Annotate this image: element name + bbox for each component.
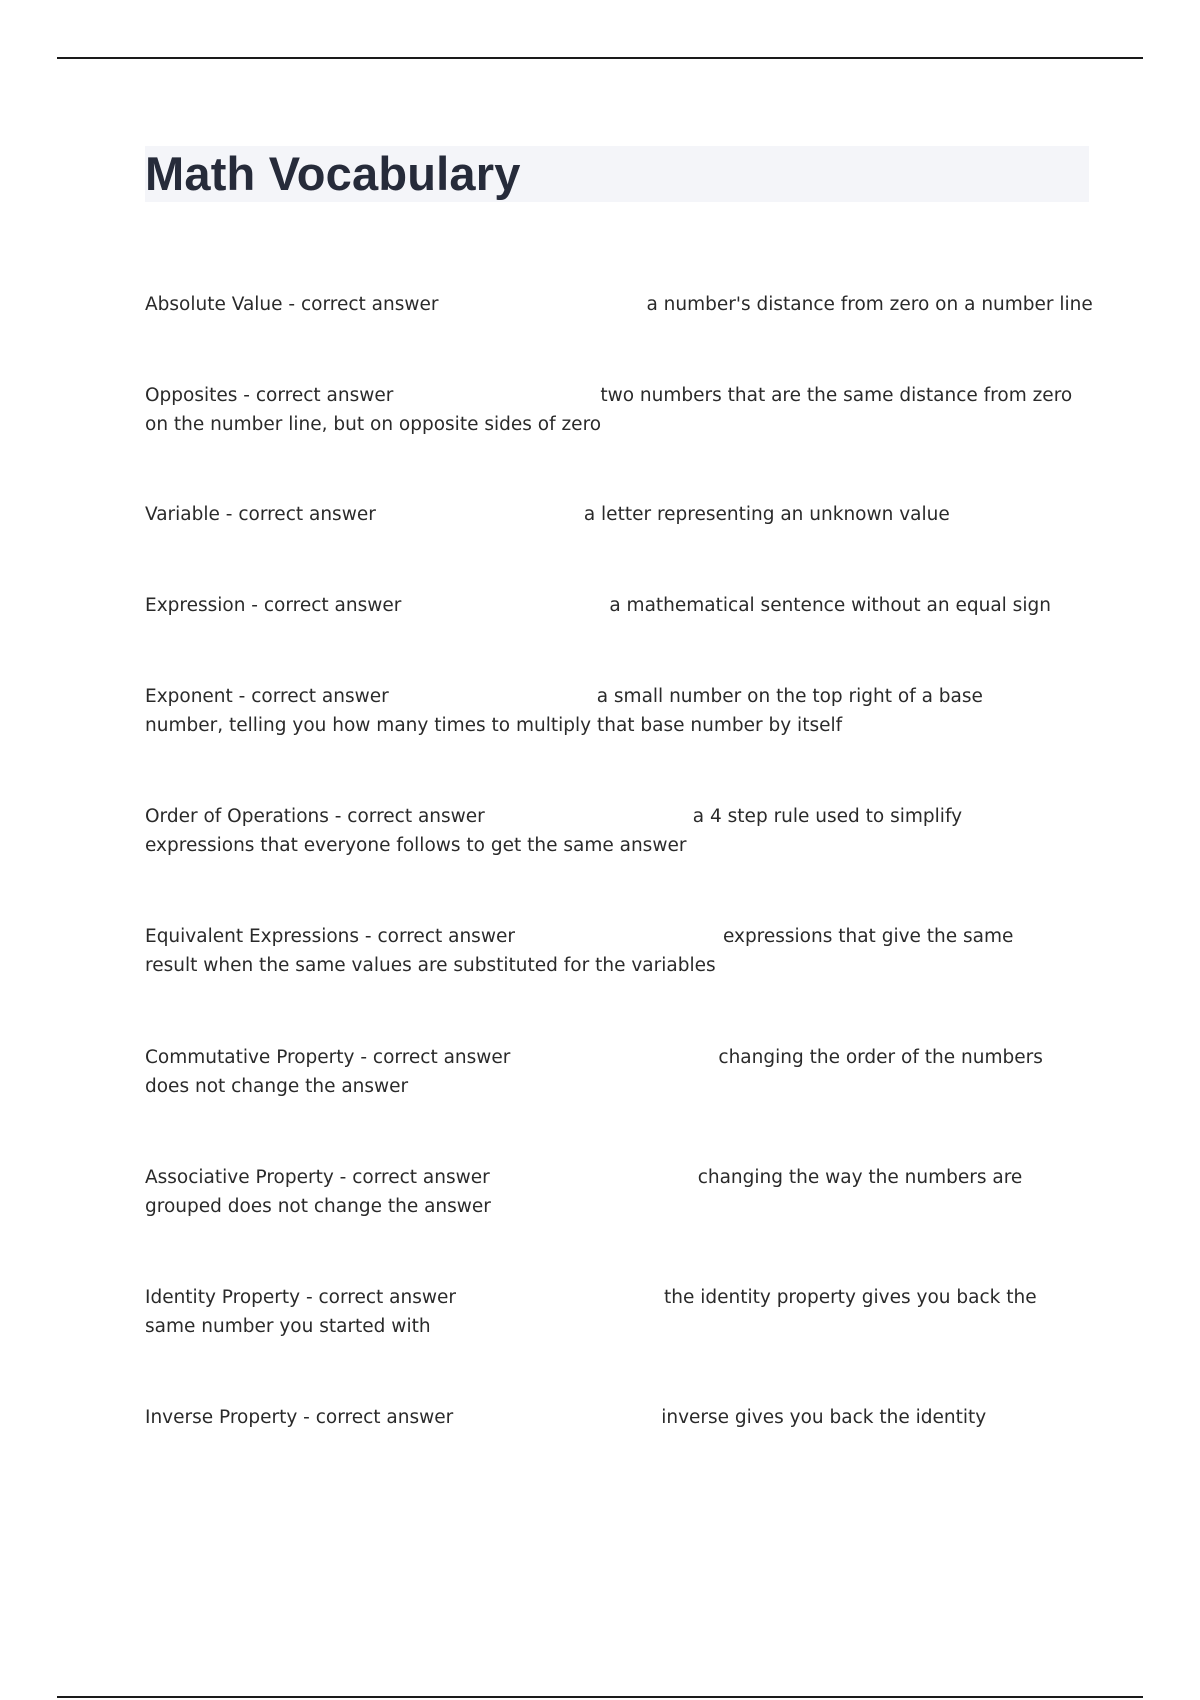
vocab-entry [145,591,1095,620]
entry-definition: a 4 step rule used to simplify expressions that everyone follows to get the same answer [145,806,963,856]
page-title: Math Vocabulary [145,147,521,200]
entry-term: Exponent - correct answer [145,686,389,707]
vocab-entry [145,381,1093,439]
vocab-entry [145,500,1095,529]
entry-term: Inverse Property - correct answer [145,1407,454,1428]
entry-term: Opposites - correct answer [145,385,394,406]
vocab-entry [145,1043,1075,1101]
vocab-entry [145,1283,1080,1341]
bottom-divider [57,1696,1143,1698]
vocab-entry [145,1163,1095,1221]
entry-definition: two numbers that are the same distance from zero on the number line, but on opposite sides of zero [145,385,1073,435]
entry-definition: inverse gives you back the identity [661,1407,987,1428]
entry-definition: changing the order of the numbers does not change the answer [145,1047,1043,1097]
entry-term: Associative Property - correct answer [145,1167,490,1188]
vocab-entry [145,1403,1095,1432]
vocab-entry [145,290,1095,319]
entry-term: Absolute Value - correct answer [145,294,439,315]
entry-definition: a letter representing an unknown value [583,504,950,525]
entry-definition: changing the way the numbers are grouped does not change the answer [145,1167,1023,1217]
entry-term: Commutative Property - correct answer [145,1047,511,1068]
entry-definition: expressions that give the same result when the same values are substituted for the variables [145,926,1014,976]
entry-definition: the identity property gives you back the same number you started with [145,1287,1037,1337]
entry-definition: a small number on the top right of a base number, telling you how many times to multiply that base number by itself [145,686,983,736]
top-divider [57,57,1143,59]
entry-term: Expression - correct answer [145,595,402,616]
entry-term: Order of Operations - correct answer [145,806,485,827]
vocab-entry [145,922,1065,980]
entry-term: Identity Property - correct answer [145,1287,456,1308]
entry-definition: a number's distance from zero on a number line [646,294,1093,315]
entry-term: Variable - correct answer [145,504,376,525]
entry-term: Equivalent Expressions - correct answer [145,926,515,947]
vocab-entry [145,802,1075,860]
vocab-entry [145,682,1060,740]
entry-definition: a mathematical sentence without an equal sign [609,595,1051,616]
